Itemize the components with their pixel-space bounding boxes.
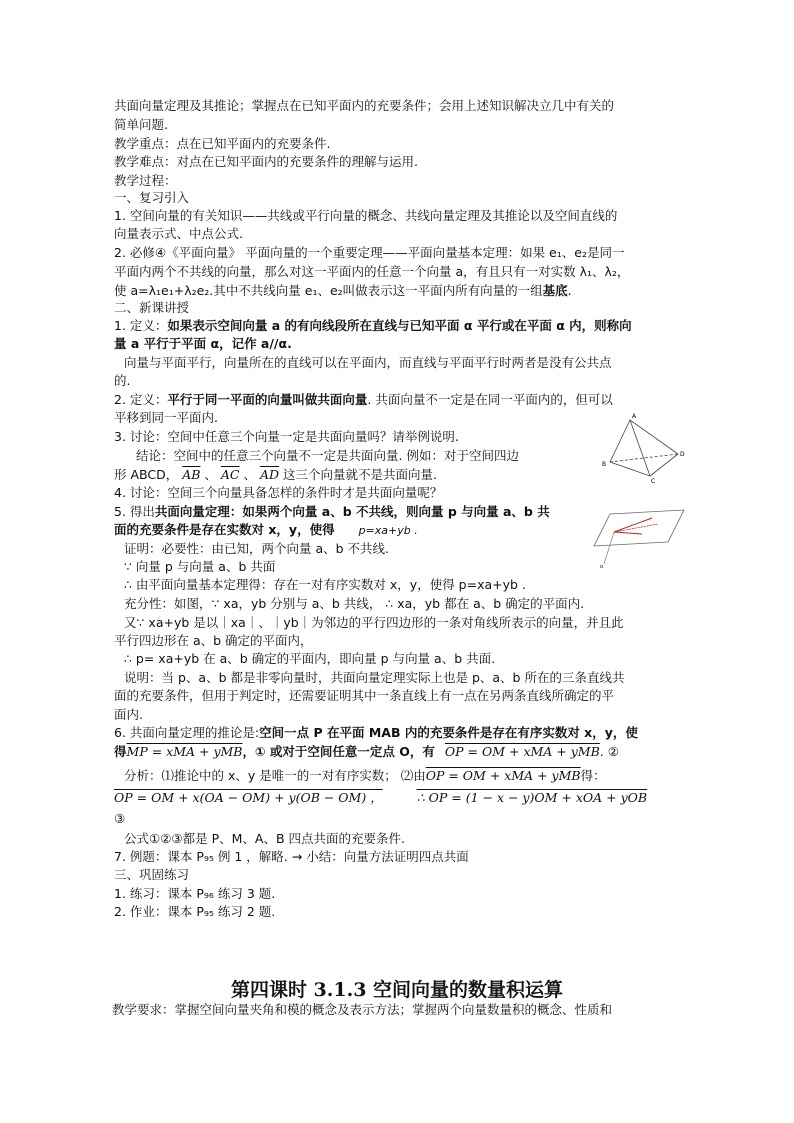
label-c: C (651, 478, 656, 485)
text-line: 4. 讨论：空间三个向量具备怎样的条件时才是共面向量呢？ (114, 485, 443, 500)
text-line: 又∵ xa+yb 是以｜xa｜、｜yb｜为邻边的平行四边形的一条对角线所表示的向量，并且此 (124, 615, 624, 630)
text-line: 面的充要条件是存在实数对 x，y，使得 p=xa+yb . (114, 522, 418, 537)
text-line: 1. 练习：课本 P₉₆ 练习 3 题. (114, 886, 276, 901)
text-line: 2. 作业：课本 P₉₅ 练习 2 题. (114, 904, 276, 919)
text-line: ③ (114, 811, 126, 826)
text-line: 3. 讨论：空间中任意三个向量一定是共面向量吗？请举例说明. (114, 429, 459, 444)
text-line: ∵ 向量 p 与向量 a、b 共面 (124, 559, 276, 574)
label-a: A (632, 413, 637, 420)
text-line: 教学过程： (114, 173, 177, 188)
label-b: B (602, 461, 607, 468)
text-line: 量 a 平行于平面 α，记作 a//α. (114, 336, 292, 351)
formula-line: OP = OM + x(OA − OM) + y(OB − OM) ， ∴ OP = (1 − x − y)OM + xOA + yOB (114, 790, 648, 805)
text-line: 1. 定义：如果表示空间向量 a 的有向线段所在直线与已知平面 α 平行或在平面 α 内，则称向 (114, 318, 632, 333)
text-line: 充分性：如图，∵ xa，yb 分别与 a、b 共线， ∴ xa，yb 都在 a、b 确定的平面内. (124, 596, 585, 611)
text-line: 简单问题. (114, 117, 168, 132)
text-line: 结论：空间中的任意三个向量不一定是共面向量. 例如：对于空间四边 (136, 448, 519, 463)
text-line: 面内. (114, 707, 143, 722)
text-line: 教学重点：点在已知平面内的充要条件. (114, 136, 331, 151)
text-line: ∴ 由平面向量基本定理得：存在一对有序实数对 x，y，使得 p=xa+yb . (124, 577, 526, 592)
text-line: 向量与平面平行，向量所在的直线可以在平面内，而直线与平面平行时两者是没有公共点 (124, 355, 612, 370)
text-line: 5. 得出共面向量定理：如果两个向量 a、b 不共线，则向量 p 与向量 a、b 共 (114, 504, 550, 519)
text-line: 使 a=λ₁e₁+λ₂e₂.其中不共线向量 e₁、e₂叫做表示这一平面内所有向量的一组基底. (114, 283, 572, 298)
section-heading: 一、复习引入 (114, 190, 190, 205)
text-line: 6. 共面向量定理的推论是:空间一点 P 在平面 MAB 内的充要条件是存在有序实数对 x，y，使 (114, 725, 638, 740)
text-line: 面的充要条件，但用于判定时，还需要证明其中一条直线上有一点在另两条直线所确定的平 (114, 688, 615, 703)
text-line: 平面内两个不共线的向量，那么对这一平面内的任意一个向量 a，有且只有一对实数 λ₁、λ₂， (114, 264, 630, 279)
text-line: 平移到同一平面内. (114, 410, 218, 425)
svg-text:o: o (600, 564, 604, 568)
tetrahedron-figure (600, 410, 690, 485)
text-line: 得MP = xMA + yMB，① 或对于空间任意一定点 O，有 OP = OM + xMA + yMB. ② (114, 744, 619, 759)
text-line: 分析：⑴推论中的 x、y 是唯一的一对有序实数； ⑵由OP = OM + xMA + yMB得： (124, 768, 606, 783)
section-heading: 二、新课讲授 (114, 300, 190, 315)
text-line: 的. (114, 373, 131, 388)
text-line: 向量表示式、中点公式. (114, 226, 243, 241)
lesson-title: 第四课时 3.1.3 空间向量的数量积运算 (230, 979, 564, 1001)
text-line: ∴ p= xa+yb 在 a、b 确定的平面内，即向量 p 与向量 a、b 共面. (124, 651, 496, 666)
text-line: 1. 空间向量的有关知识——共线或平行向量的概念、共线向量定理及其推论以及空间直线的 (114, 208, 618, 223)
text-line: 共面向量定理及其推论；掌握点在已知平面内的充要条件；会用上述知识解决立几中有关的 (114, 98, 615, 113)
text-line: 2. 定义：平行于同一平面的向量叫做共面向量. 共面向量不一定是在同一平面内的，但可以 (114, 392, 613, 407)
bold-term: 基底 (542, 283, 568, 298)
text-line: 7. 例题：课本 P₉₅ 例 1 ，解略. → 小结：向量方法证明四点共面 (114, 849, 469, 864)
text-line: 证明：必要性：由已知，两个向量 a、b 不共线. (124, 541, 390, 556)
text-line: 教学难点：对点在已知平面内的充要条件的理解与运用. (114, 154, 418, 169)
label-d: D (680, 451, 685, 458)
text-line: 公式①②③都是 P、M、A、B 四点共面的充要条件. (124, 831, 405, 846)
text-line: 说明：当 p、a、b 都是非零向量时，共面向量定理实际上也是 p、a、b 所在的三条直线共 (124, 670, 625, 685)
text-line: 形 ABCD， $\overline{AB}$ 、 $\overline{AC}$ 、 $\overline{AD}$ 这三个向量就不是共面向量. (114, 467, 437, 482)
text-line: 平行四边形在 a、b 确定的平面内， (114, 633, 313, 648)
text-line: 教学要求：掌握空间向量夹角和模的概念及表示方法；掌握两个向量数量积的概念、性质和 (112, 1002, 613, 1017)
section-heading: 三、巩固练习 (114, 867, 190, 882)
text-line: 2. 必修④《平面向量》 平面向量的一个重要定理——平面向量基本定理：如果 e₁、e₂是同一 (114, 245, 625, 260)
